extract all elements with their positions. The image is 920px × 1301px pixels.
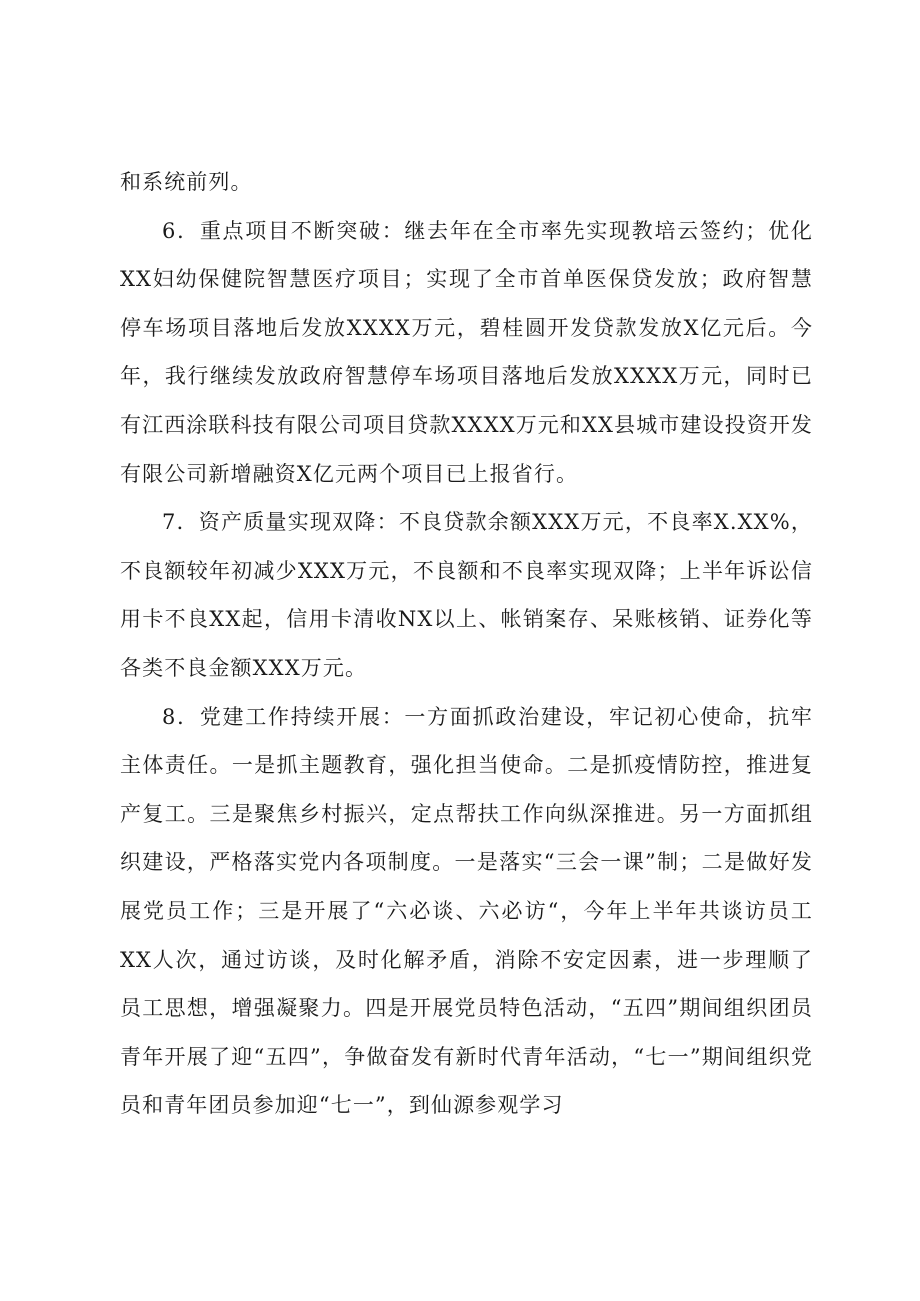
paragraph-continuation: 和系统前列。 <box>120 170 253 194</box>
paragraph-item-8-party-building: 8．党建工作持续开展：一方面抓政治建设，牢记初心使命，抗牢主体责任。一是抓主题教育，强化担当使命。二是抓疫情防控，推进复产复工。三是聚焦乡村振兴，定点帮扶工作向纵深推进。另一方面抓组织建设，严格落实党内各项制度。一是落实“三会一课”制；二是做好发展党员工作；三是开展了“六必谈、六必访“，今年上半年共谈访员工XX人次，通过访谈，及时化解矛盾，消除不安定因素，进一步理顺了员工思想，增强凝聚力。四是开展党员特色活动，“五四”期间组织团员青年开展了迎“五四”，争做奋发有新时代青年活动，“七一”期间组织党员和青年团员参加迎“七一”，到仙源参观学习 <box>120 704 813 1118</box>
paragraph-item-7-asset-quality: 7．资产质量实现双降：不良贷款余额XXX万元，不良率X.XX%，不良额较年初减少XXX万元，不良额和不良率实现双降；上半年诉讼信用卡不良XX起，信用卡清收NX以上、帐销案存、呆账核销、证券化等各类不良金额XXX万元。 <box>120 510 813 680</box>
document-body <box>120 158 813 1130</box>
paragraph-item-6-key-projects: 6．重点项目不断突破：继去年在全市率先实现教培云签约；优化XX妇幼保健院智慧医疗项目；实现了全市首单医保贷发放；政府智慧停车场项目落地后发放XXXX万元，碧桂圆开发贷款发放X亿元后。今年，我行继续发放政府智慧停车场项目落地后发放XXXX万元，同时已有江西涂联科技有限公司项目贷款XXXX万元和XX县城市建设投资开发有限公司新增融资X亿元两个项目已上报省行。 <box>120 218 813 486</box>
